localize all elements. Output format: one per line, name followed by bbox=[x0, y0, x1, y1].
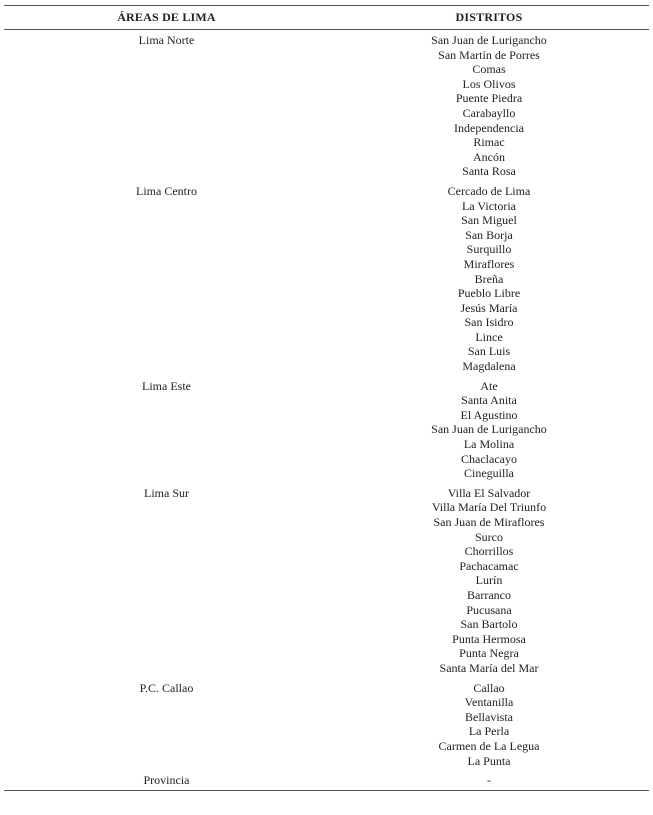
district-name: Punta Hermosa bbox=[452, 631, 526, 646]
district-name: - bbox=[487, 773, 491, 788]
district-name: Carabayllo bbox=[462, 105, 516, 120]
district-name: Barranco bbox=[467, 587, 511, 602]
table-header bbox=[4, 6, 649, 30]
table-row bbox=[4, 376, 649, 483]
district-list bbox=[329, 486, 649, 676]
district-name: San Juan de Lurigancho bbox=[431, 33, 547, 47]
table-row bbox=[4, 30, 649, 181]
header-areas: ÁREAS DE LIMA bbox=[117, 10, 216, 24]
district-name: La Molina bbox=[463, 437, 515, 452]
district-name: Pachacamac bbox=[459, 558, 519, 573]
district-name: Ate bbox=[480, 378, 498, 393]
table-row bbox=[4, 181, 649, 376]
district-name: Comas bbox=[472, 62, 506, 77]
district-name: Miraflores bbox=[463, 256, 515, 271]
district-name: San Martín de Porres bbox=[438, 47, 540, 62]
district-name: Villa El Salvador bbox=[447, 485, 531, 500]
district-name: Santa Rosa bbox=[462, 164, 516, 179]
district-name: San Bartolo bbox=[460, 617, 518, 632]
district-name: Pucusana bbox=[466, 602, 512, 617]
district-name: Santa Anita bbox=[461, 393, 517, 408]
district-name: Carmen de La Legua bbox=[438, 738, 540, 753]
district-list bbox=[329, 773, 649, 788]
district-list bbox=[329, 379, 649, 481]
district-name: Pueblo Libre bbox=[457, 286, 521, 301]
district-name: Punta Negra bbox=[459, 646, 519, 661]
district-name: Chaclacayo bbox=[461, 451, 517, 466]
district-name: La Victoria bbox=[461, 198, 517, 213]
area-name: Lima Este bbox=[142, 378, 191, 393]
district-name: Ancón bbox=[473, 149, 505, 164]
district-name: El Agustino bbox=[460, 407, 518, 422]
area-name: P.C. Callao bbox=[139, 680, 194, 695]
district-name: Rimac bbox=[473, 135, 505, 150]
district-name: Jesús María bbox=[460, 300, 518, 315]
district-name: San Juan de Miraflores bbox=[433, 515, 545, 529]
district-name: San Borja bbox=[465, 227, 513, 242]
district-name: Independencia bbox=[454, 120, 524, 135]
table-row bbox=[4, 483, 649, 678]
header-districts: DISTRITOS bbox=[455, 10, 523, 24]
district-list bbox=[329, 184, 649, 374]
district-name: San Luis bbox=[467, 344, 511, 359]
district-name: San Isidro bbox=[464, 315, 514, 330]
district-name: Cineguilla bbox=[464, 466, 514, 481]
district-name: Santa María del Mar bbox=[439, 660, 539, 675]
district-name: Villa María Del Triunfo bbox=[431, 500, 547, 515]
district-name: Puente Piedra bbox=[455, 91, 523, 106]
district-name: Ventanilla bbox=[464, 695, 514, 710]
areas-districts-table bbox=[4, 5, 649, 791]
district-name: Breña bbox=[474, 271, 504, 286]
district-name: Cercado de Lima bbox=[447, 183, 531, 198]
district-name: Lince bbox=[475, 329, 503, 344]
district-name: Chorrillos bbox=[464, 544, 514, 559]
district-name: Magdalena bbox=[462, 359, 516, 374]
district-name: Lurín bbox=[475, 573, 503, 588]
area-name: Lima Sur bbox=[144, 485, 189, 500]
district-name: Callao bbox=[473, 680, 505, 695]
district-name: Surquillo bbox=[466, 242, 512, 257]
district-list bbox=[329, 681, 649, 769]
district-name: Bellavista bbox=[465, 709, 513, 724]
area-name: Provincia bbox=[143, 773, 190, 788]
district-name: Surco bbox=[475, 529, 503, 544]
district-name: San Miguel bbox=[461, 213, 517, 228]
district-name: La Punta bbox=[467, 753, 511, 768]
district-name: San Juan de Lurigancho bbox=[431, 422, 547, 437]
table-row bbox=[4, 770, 649, 790]
district-name: La Perla bbox=[468, 724, 510, 739]
table-body bbox=[4, 30, 649, 790]
area-name: Lima Centro bbox=[136, 183, 197, 198]
area-name: Lima Norte bbox=[138, 33, 195, 47]
district-list bbox=[329, 33, 649, 179]
district-name: Los Olivos bbox=[462, 76, 516, 91]
table-row bbox=[4, 678, 649, 771]
